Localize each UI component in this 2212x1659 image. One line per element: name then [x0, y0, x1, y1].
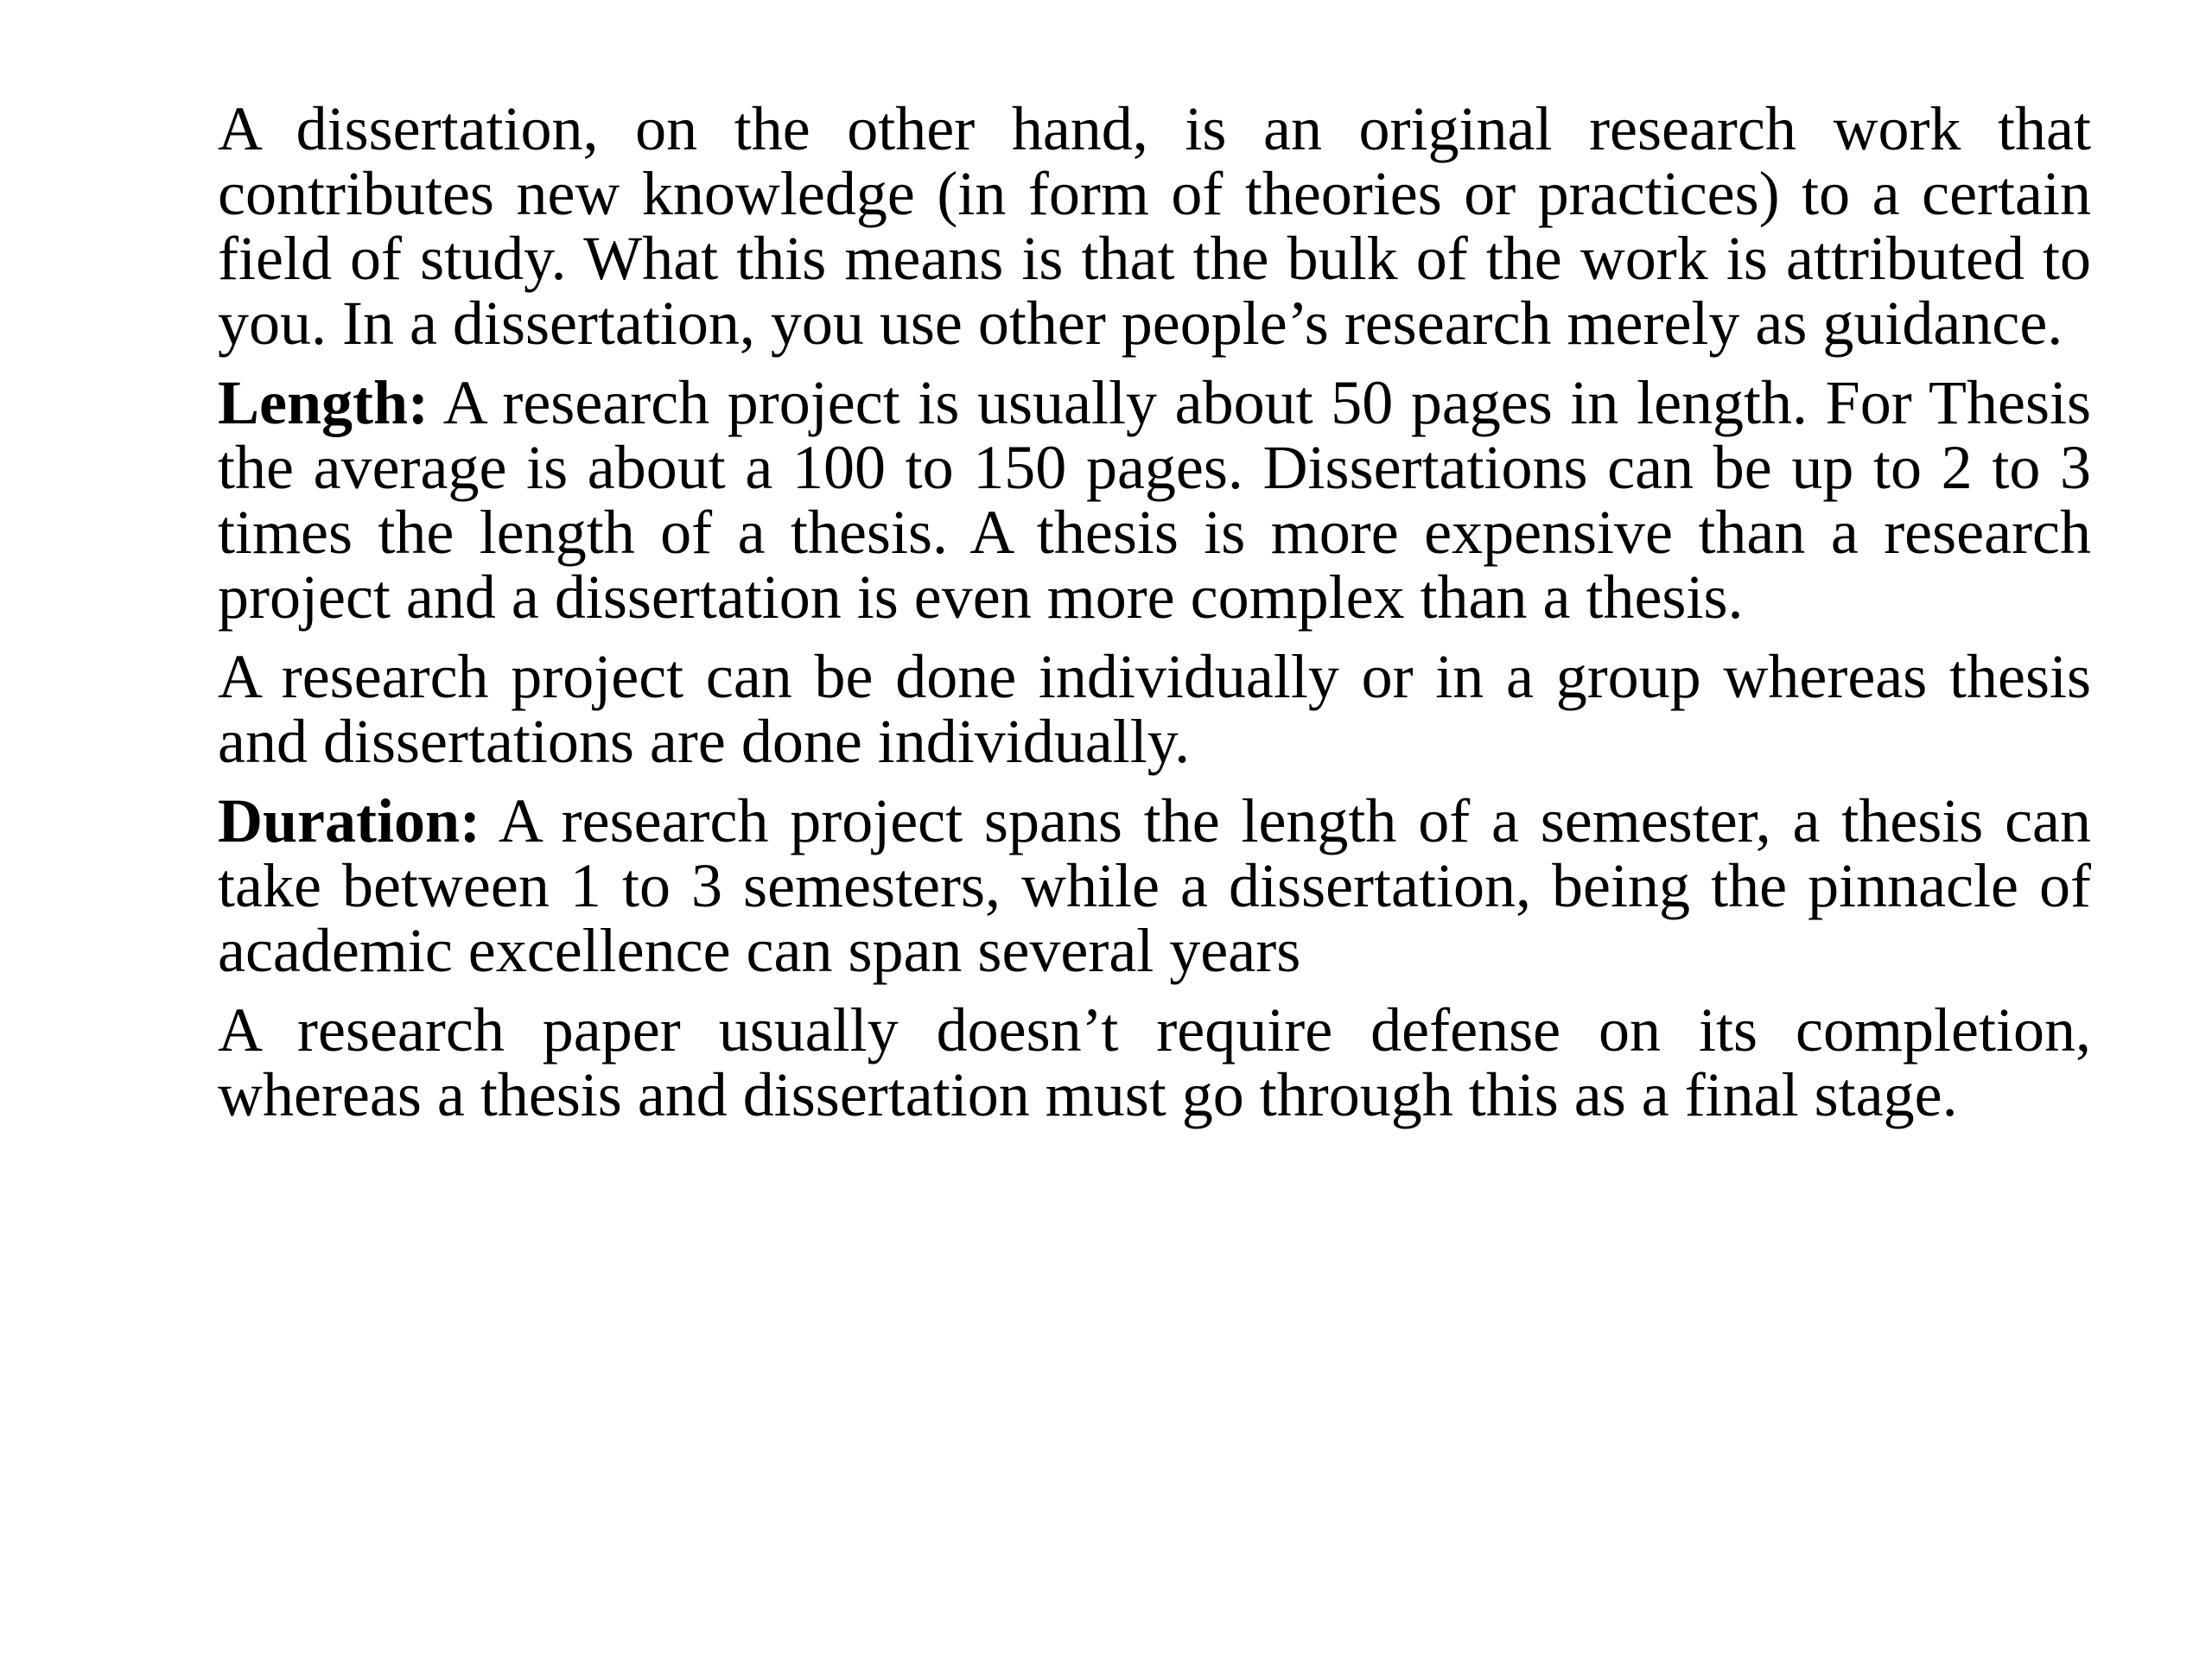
paragraph-term: Duration: — [218, 786, 480, 855]
paragraph-defense — [218, 995, 2091, 1129]
paragraph-term: Length: — [218, 368, 429, 437]
paragraph-text: A research project can be done individually or in a group whereas thesis and dissertations are done individually. — [218, 642, 2091, 776]
paragraph-length — [218, 368, 2091, 632]
document-body — [218, 94, 2092, 1142]
paragraph-text: A research project is usually about 50 pages in length. For Thesis the average is about a 100 to 150 pages. Dissertations can be up to 2 to 3 times the length of a thesis. A thesis is more expensive than a research project and a dissertation is even more complex than a thesis. — [218, 368, 2091, 632]
paragraph-text: A dissertation, on the other hand, is an original research work that contributes new knowledge (in form of theories or practices) to a certain field of study. What this means is that the bulk of the work is attributed to you. In a dissertation, you use other people’s research merely as guidance. — [218, 94, 2091, 358]
paragraph-duration — [218, 786, 2092, 985]
paragraph-text: A research project spans the length of a semester, a thesis can take between 1 to 3 semesters, while a dissertation, being the pinnacle of academic excellence can span several years — [218, 786, 2092, 985]
paragraph-group-work — [218, 642, 2091, 776]
paragraph-text: A research paper usually doesn’t require defense on its completion, whereas a thesis and dissertation must go through this as a final stage. — [218, 995, 2091, 1129]
paragraph-dissertation-definition — [218, 94, 2091, 358]
